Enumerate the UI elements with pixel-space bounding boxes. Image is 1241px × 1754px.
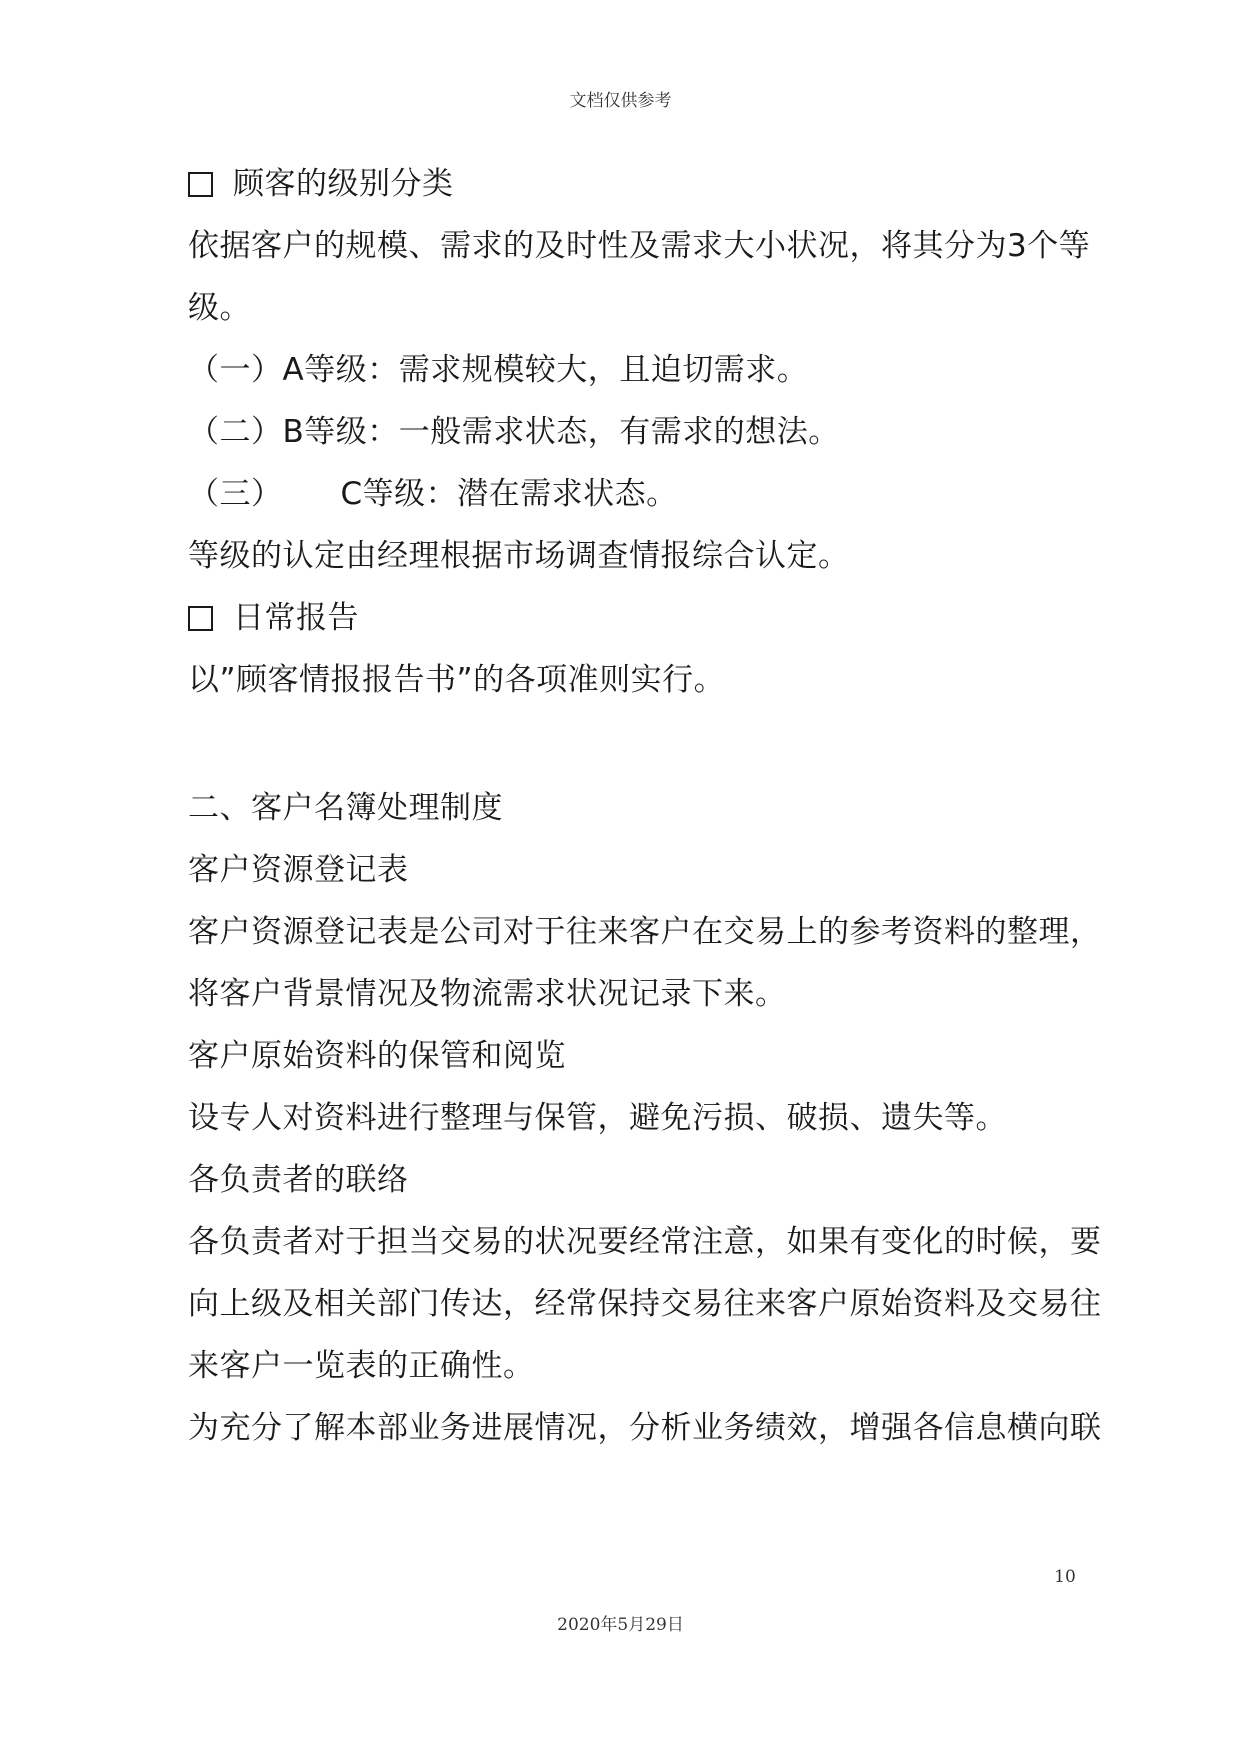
subheading: 各负责者的联络 [188, 1162, 409, 1198]
section-heading-text: 顾客的级别分类 [233, 166, 454, 202]
section-heading-customer-classification [188, 164, 454, 204]
page-footer-date: 2020年5月29日 [557, 1615, 684, 1635]
section-heading-text: 日常报告 [233, 600, 359, 636]
paragraph-line: 来客户一览表的正确性。 [188, 1348, 535, 1384]
paragraph-line: 各负责者对于担当交易的状况要经常注意，如果有变化的时候，要 [188, 1224, 1102, 1260]
subheading: 客户资源登记表 [188, 852, 409, 888]
paragraph-line: 以”顾客情报报告书”的各项准则实行。 [188, 662, 726, 698]
page-header: 文档仅供参考 [569, 91, 672, 111]
paragraph-line: 将客户背景情况及物流需求状况记录下来。 [188, 976, 787, 1012]
page-number: 10 [1054, 1567, 1076, 1587]
checkbox-square-icon [188, 172, 213, 197]
list-item-grade-b: （二）B等级：一般需求状态，有需求的想法。 [188, 414, 840, 450]
checkbox-square-icon [188, 606, 213, 631]
paragraph-line: 依据客户的规模、需求的及时性及需求大小状况，将其分为3个等 [188, 228, 1091, 264]
list-item-grade-a: （一）A等级：需求规模较大，且迫切需求。 [188, 352, 809, 388]
chapter-heading: 二、客户名簿处理制度 [188, 790, 503, 826]
section-heading-daily-report [188, 598, 359, 638]
paragraph-line: 设专人对资料进行整理与保管，避免污损、破损、遗失等。 [188, 1100, 1007, 1136]
list-item-number: （三） [188, 476, 283, 512]
paragraph-line: 为充分了解本部业务进展情况，分析业务绩效，增强各信息横向联 [188, 1410, 1102, 1446]
paragraph-line: 向上级及相关部门传达，经常保持交易往来客户原始资料及交易往 [188, 1286, 1102, 1322]
paragraph-line: 等级的认定由经理根据市场调查情报综合认定。 [188, 538, 850, 574]
paragraph-line: 客户资源登记表是公司对于往来客户在交易上的参考资料的整理， [188, 914, 1102, 950]
paragraph-line: 级。 [188, 290, 251, 326]
list-item-text: C等级：潜在需求状态。 [340, 476, 678, 512]
subheading: 客户原始资料的保管和阅览 [188, 1038, 566, 1074]
list-item-grade-c [188, 474, 678, 514]
